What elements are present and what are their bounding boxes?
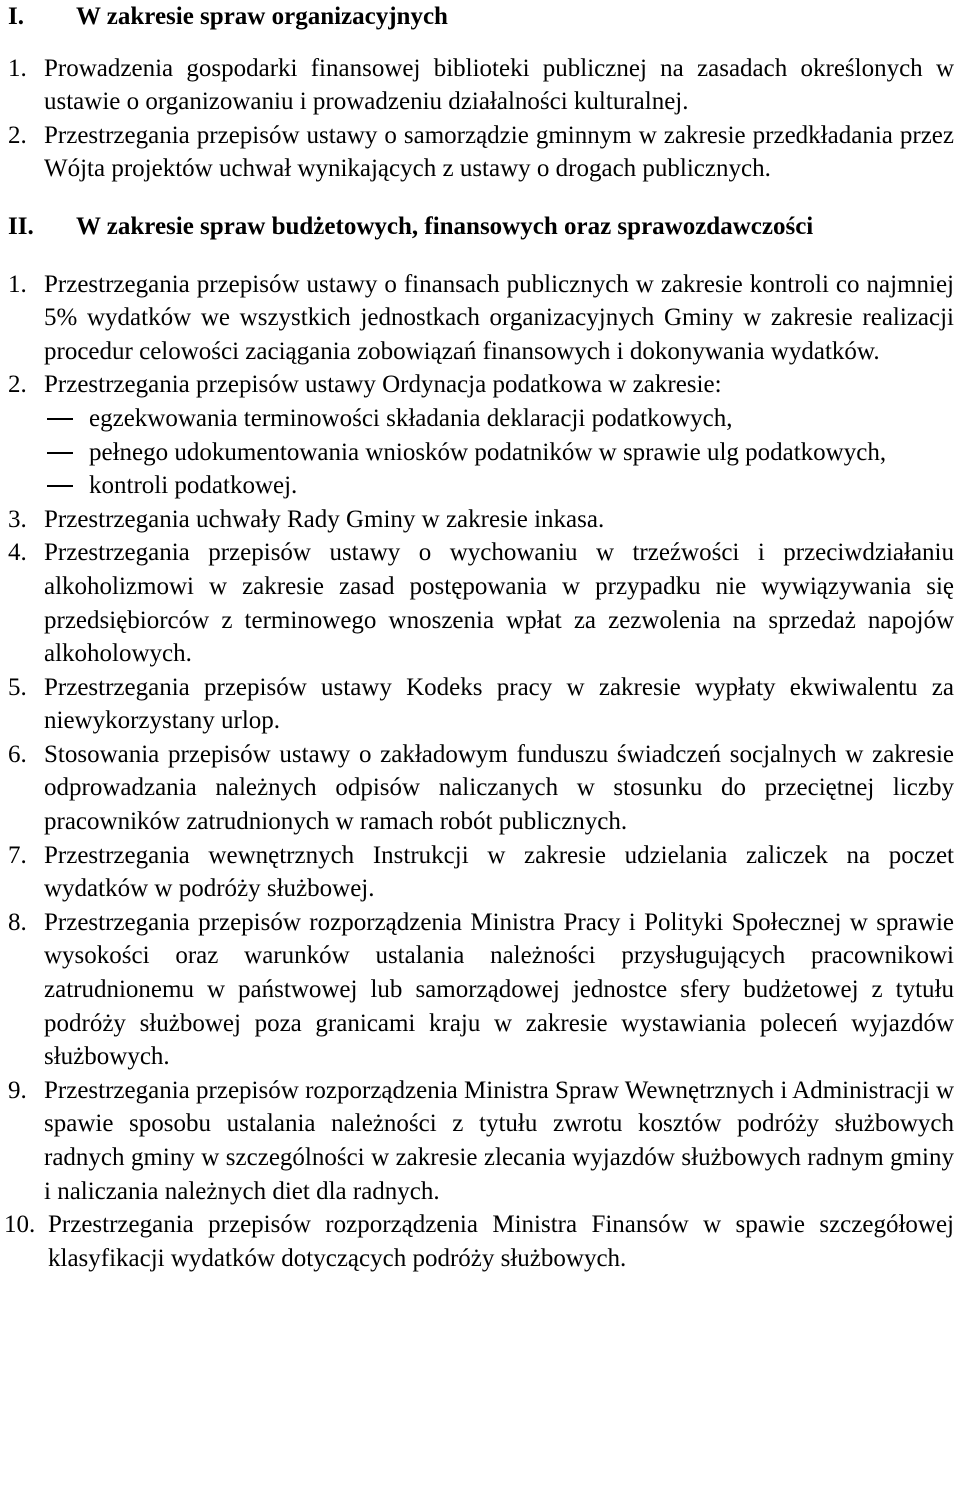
sub-item-text: egzekwowania terminowości składania deklaracji podatkowych, <box>89 404 733 432</box>
item-body <box>44 368 960 502</box>
item-number: 5. <box>8 673 27 701</box>
item-number: 2. <box>8 121 27 149</box>
section-heading-budgetary <box>0 210 960 244</box>
item-number: 4. <box>8 539 27 567</box>
item-text: Przestrzegania przepisów rozporządzenia Ministra Finansów w spawie szczegółowej klasyfikacji wydatków dotyczących podróży służbowych. <box>48 1211 954 1272</box>
item-number: 3. <box>8 505 27 533</box>
sub-item-text: pełnego udokumentowania wniosków podatników w sprawie ulg podatkowych, <box>89 438 887 466</box>
dash-bullet-icon <box>44 402 89 436</box>
item-text: Przestrzegania przepisów rozporządzenia Ministra Spraw Wewnętrznych i Administracji w spawie sposobu ustalania należności z tytułu zwrotu kosztów podróży służbowych radnych gminy w szczególności w zakresie zlecania wyjazdów służbowych radnym gminy i naliczania należnych diet dla radnych. <box>44 1076 954 1205</box>
section-number: I. <box>8 3 24 30</box>
list-item <box>0 1074 960 1208</box>
section-list-budgetary <box>0 268 960 1276</box>
sub-item-text: kontroli podatkowej. <box>89 472 298 500</box>
list-item <box>0 503 960 537</box>
section-title: W zakresie spraw budżetowych, finansowych oraz sprawozdawczości <box>76 212 814 240</box>
item-number: 8. <box>8 908 27 936</box>
sub-list-item <box>44 469 954 503</box>
list-item <box>0 268 960 369</box>
item-number: 7. <box>8 841 27 869</box>
section-number: II. <box>8 212 34 240</box>
list-item <box>0 52 960 119</box>
dash-bullet-icon <box>44 436 89 470</box>
item-number: 10. <box>4 1211 36 1239</box>
item-text: Przestrzegania wewnętrznych Instrukcji w zakresie udzielania zaliczek na poczet wydatków w podróży służbowej. <box>44 841 954 903</box>
item-text: Przestrzegania przepisów ustawy o wychowaniu w trzeźwości i przeciwdziałaniu alkoholizmowi w zakresie zasad postępowania w przypadku nie wywiązywania się przedsiębiorców z terminowego wnoszenia wpłat za zezwolenia na sprzedaż napojów alkoholowych. <box>44 539 954 668</box>
list-item <box>0 906 960 1074</box>
sub-list-item <box>44 402 954 436</box>
section-heading-organizational <box>0 0 960 34</box>
item-text: Przestrzegania przepisów rozporządzenia Ministra Pracy i Polityki Społecznej w sprawie wysokości oraz warunków ustalania należności przysługujących pracownikowi zatrudnionemu w państwowej lub samorządowej jednostce sfery budżetowej z tytułu podróży służbowej poza granicami kraju w zakresie wystawiania poleceń wyjazdów służbowych. <box>44 908 954 1071</box>
item-text: Stosowania przepisów ustawy o zakładowym funduszu świadczeń socjalnych w zakresie odprowadzania należnych odpisów naliczanych w stosunku do przeciętnej liczby pracowników zatrudnionych w ramach robót publicznych. <box>44 740 954 836</box>
list-item <box>0 671 960 738</box>
list-item <box>0 1208 960 1275</box>
sub-list-item <box>44 436 954 470</box>
item-number: 6. <box>8 740 27 768</box>
section-title: W zakresie spraw organizacyjnych <box>76 3 448 30</box>
item-number: 9. <box>8 1076 27 1104</box>
item-number: 1. <box>8 270 27 298</box>
item-number: 1. <box>8 54 27 82</box>
item-text: Przestrzegania uchwały Rady Gminy w zakresie inkasa. <box>44 505 605 533</box>
list-item <box>0 119 960 186</box>
dash-bullet-icon <box>44 469 89 503</box>
item-number: 2. <box>8 371 27 399</box>
item-text: Przestrzegania przepisów ustawy Ordynacja podatkowa w zakresie: <box>44 371 722 399</box>
list-item <box>0 536 960 670</box>
item-text: Przestrzegania przepisów ustawy o finansach publicznych w zakresie kontroli co najmniej 5% wydatków we wszystkich jednostkach organizacyjnych Gminy w zakresie realizacji procedur celowości zaciągania zobowiązań finansowych i dokonywania wydatków. <box>44 270 954 365</box>
section-list-organizational <box>0 52 960 186</box>
item-text: Przestrzegania przepisów ustawy o samorządzie gminnym w zakresie przedkładania przez Wójta projektów uchwał wynikających z ustawy o drogach publicznych. <box>44 121 954 183</box>
sub-list <box>44 402 954 503</box>
list-item <box>0 839 960 906</box>
list-item <box>0 738 960 839</box>
item-text: Przestrzegania przepisów ustawy Kodeks pracy w zakresie wypłaty ekwiwalentu za niewykorzystany urlop. <box>44 673 954 735</box>
list-item <box>0 368 960 502</box>
item-text: Prowadzenia gospodarki finansowej biblioteki publicznej na zasadach określonych w ustawie o organizowaniu i prowadzeniu działalności kulturalnej. <box>44 54 954 116</box>
